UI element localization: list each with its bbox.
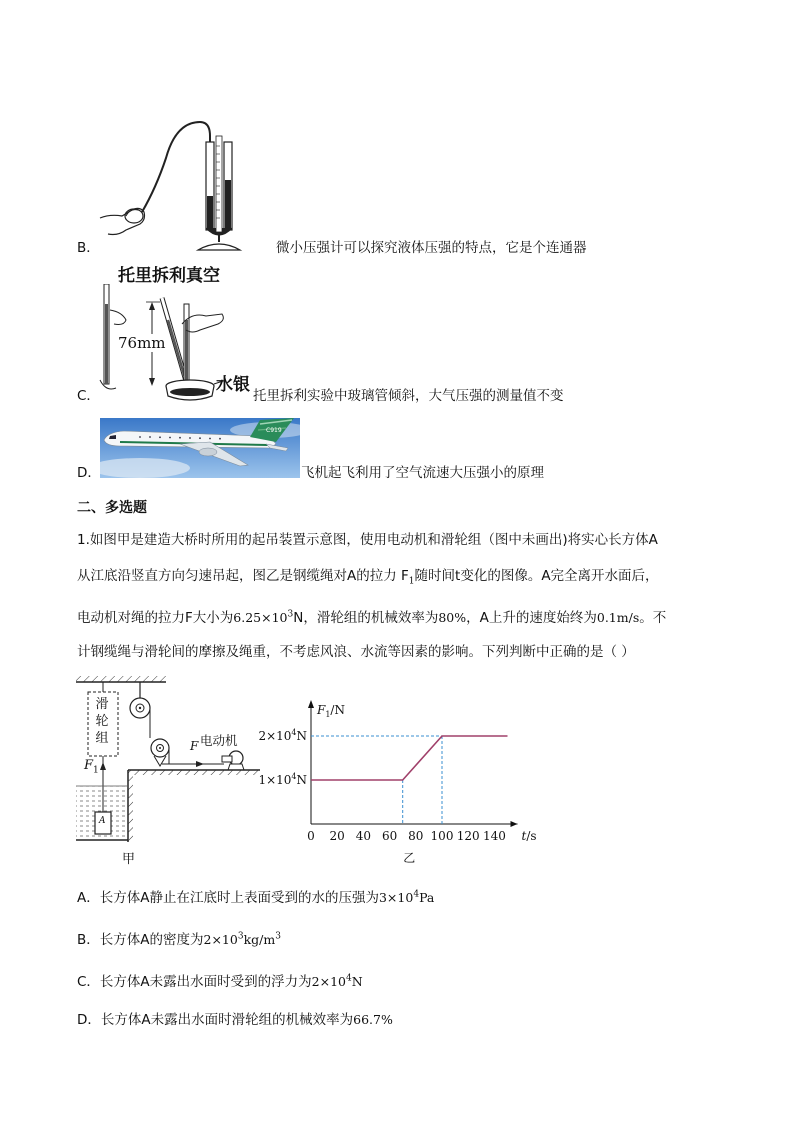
x-tick-label: 60	[381, 829, 398, 843]
chart-caption: 乙	[403, 851, 416, 865]
figure-jia-block-label: A	[99, 816, 106, 826]
figure-d-airplane-photo	[100, 418, 300, 478]
answer-d[interactable]: D．长方体A未露出水面时滑轮组的机械效率为66.7%	[77, 1012, 393, 1028]
option-d-letter: D．	[77, 465, 101, 481]
figure-b-pressure-gauge	[96, 118, 276, 254]
option-d-text: 飞机起飞利用了空气流速大压强小的原理	[301, 465, 544, 481]
x-axis-arrow	[511, 821, 518, 827]
x-tick-label: 20	[329, 829, 345, 843]
y-tick-label: $1\times 10^4N$	[258, 772, 307, 787]
figure-jia-force-f1: $F_1$	[84, 758, 99, 776]
figure-c-mercury-label: 水银	[216, 375, 250, 395]
figure-yi-chart	[255, 698, 545, 866]
figure-jia-caption: 甲	[122, 852, 136, 867]
option-c-text: 托里拆利实验中玻璃管倾斜，大气压强的测量值不变	[253, 388, 564, 404]
x-axis-label: t/s	[521, 829, 537, 843]
x-tick-label: 40	[355, 829, 372, 843]
question-line-4: 计钢缆绳与滑轮间的摩擦及绳重，不考虑风浪、水流等因素的影响。下列判断中正确的是（ ）	[77, 644, 635, 660]
figure-c-title: 托里拆利真空	[118, 266, 220, 286]
x-tick-label: 0	[307, 829, 315, 843]
answer-c[interactable]: C．长方体A未露出水面时受到的浮力为$2\times 10^4N$	[77, 973, 363, 990]
series-line	[311, 736, 508, 780]
section-heading: 二、多选题	[77, 500, 147, 516]
figure-jia-force-f: F	[190, 739, 199, 753]
question-line-3: 电动机对绳的拉力F大小为$6.25\times 10^3N$，滑轮组的机械效率为80%，A上升的速度始终为0.1m/s。不	[77, 609, 667, 626]
x-tick-label: 80	[408, 829, 424, 843]
answer-b[interactable]: B．长方体A的密度为$2\times 10^3kg/m^3$	[77, 931, 281, 948]
y-axis-label: $F_1/N$	[317, 703, 345, 719]
option-b-letter: B．	[77, 240, 100, 256]
figure-jia-pulley-label: 滑 轮 组	[95, 697, 109, 746]
option-b-text: 微小压强计可以探究液体压强的特点，它是个连通器	[276, 240, 587, 256]
x-tick-label: 140	[482, 829, 506, 843]
option-c-letter: C．	[77, 388, 100, 404]
x-tick-label: 120	[456, 829, 480, 843]
y-axis-arrow	[308, 700, 314, 708]
figure-c-height-label: 76mm	[118, 334, 166, 352]
x-tick-label: 100	[430, 829, 454, 843]
y-tick-label: $2\times 10^4N$	[258, 728, 307, 743]
question-line-2: 从江底沿竖直方向匀速吊起，图乙是钢缆绳对A的拉力 $F_1$随时间t变化的图像。A完全离开水面后，	[77, 568, 659, 587]
figure-d-tail-text: C919	[266, 427, 282, 434]
figure-jia-motor-label: 电动机	[200, 733, 238, 748]
question-line-1: 1.如图甲是建造大桥时所用的起吊装置示意图，使用电动机和滑轮组（图中未画出)将实心长方体A	[77, 532, 658, 548]
answer-a[interactable]: A．长方体A静止在江底时上表面受到的水的压强为$3\times 10^4Pa$	[77, 889, 435, 906]
